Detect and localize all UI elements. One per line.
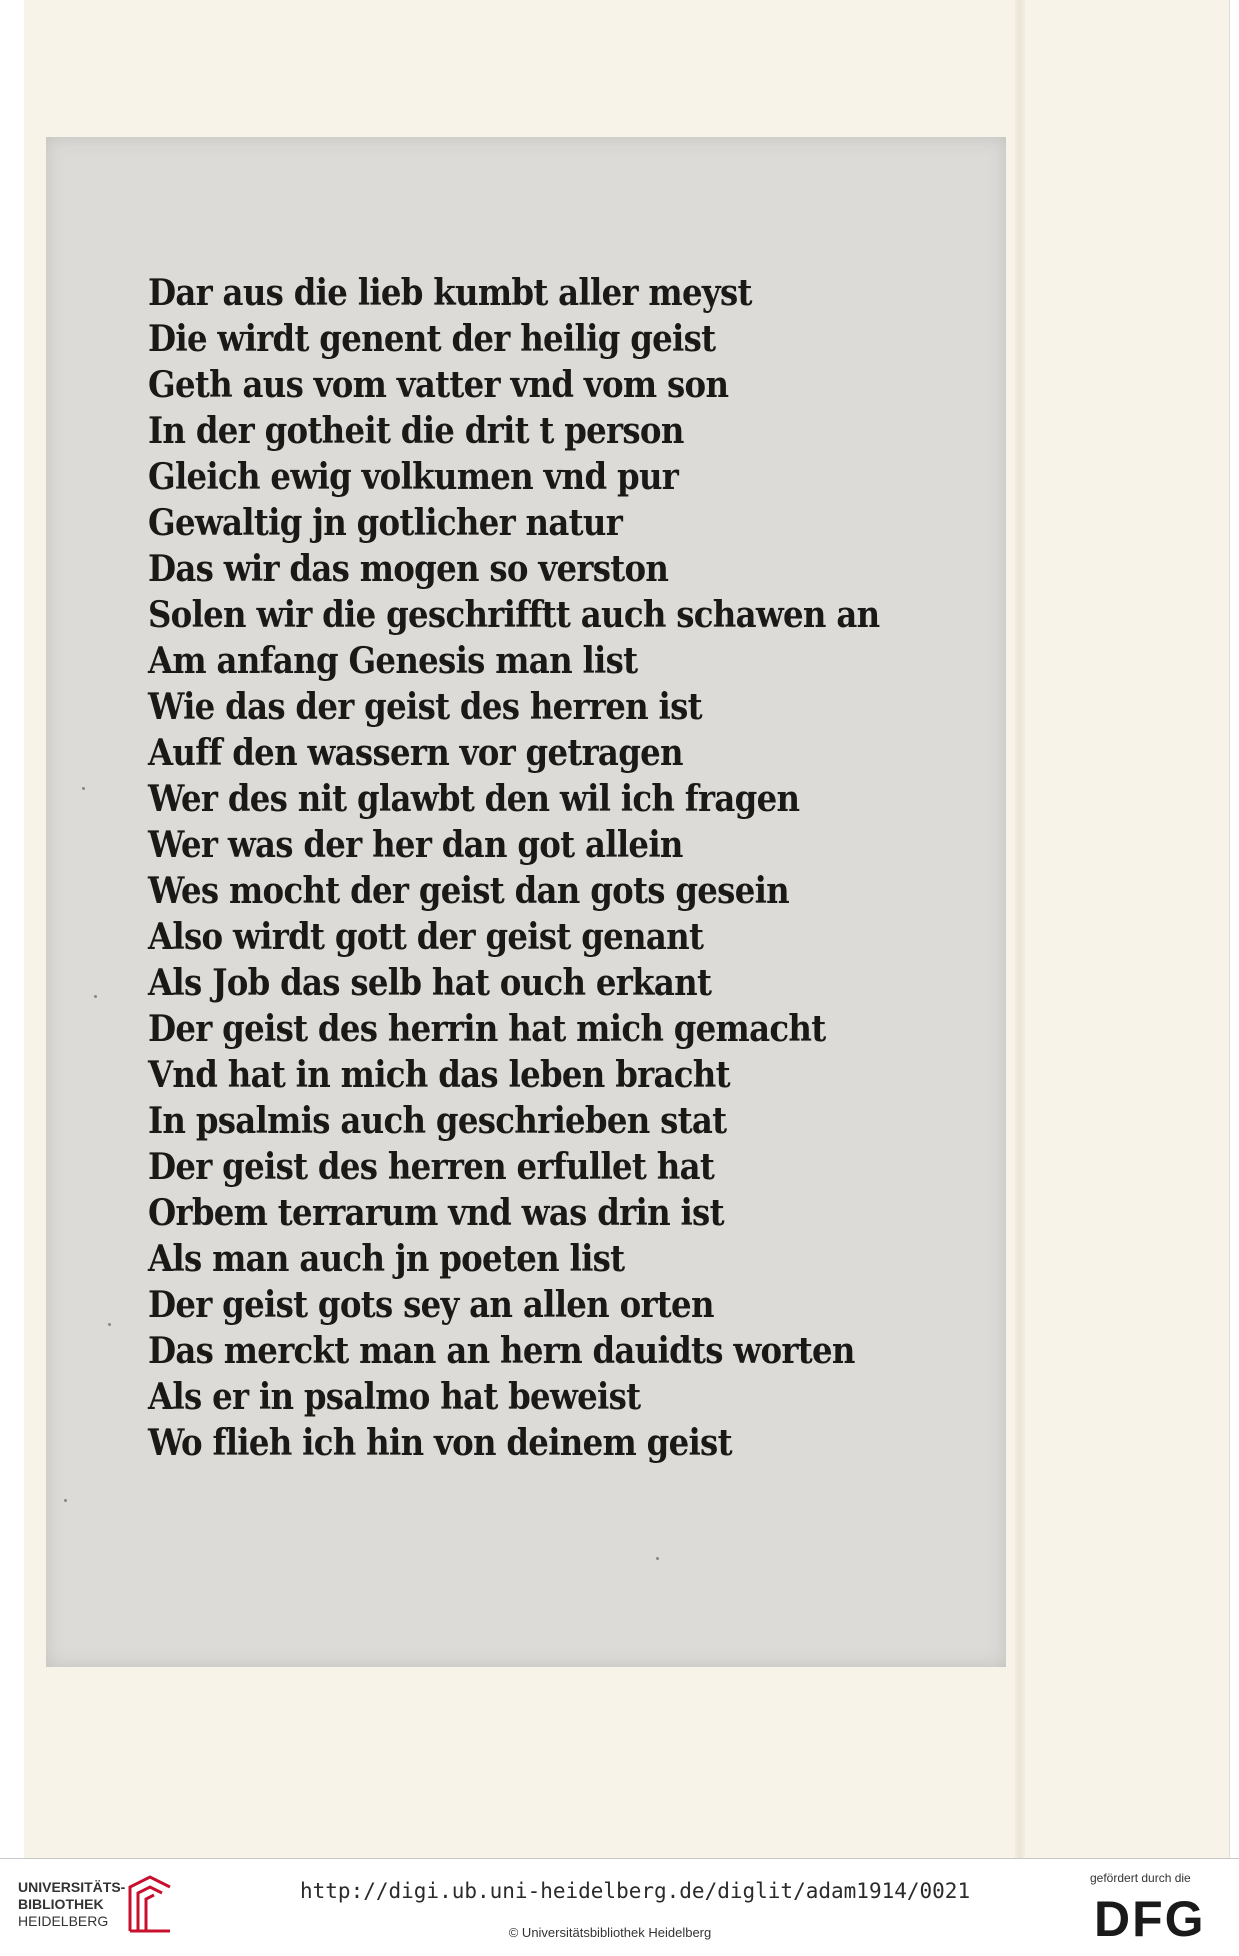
library-emblem-icon [124, 1873, 176, 1937]
dfg-logo: DFG [1094, 1891, 1206, 1947]
verse-line-25: Als er in psalmo hat beweist [148, 1376, 641, 1418]
copyright-notice: © Universitätsbibliothek Heidelberg [508, 1925, 712, 1940]
verse-line-13: Wer was der her dan got allein [148, 824, 683, 866]
library-name-line-3: HEIDELBERG [18, 1913, 109, 1929]
library-name-line-1: UNIVERSITÄTS- [18, 1879, 126, 1895]
verse-line-23: Der geist gots sey an allen orten [148, 1284, 714, 1326]
verse-line-10: Wie das der geist des herren ist [148, 686, 702, 728]
funding-label: gefördert durch die [1090, 1871, 1191, 1885]
verse-line-22: Als man auch jn poeten list [148, 1238, 625, 1280]
verse-line-17: Der geist des herrin hat mich gemacht [148, 1008, 826, 1050]
verse-line-12: Wer des nit glawbt den wil ich fragen [148, 778, 800, 820]
verse-line-8: Solen wir die geschrifftt auch schawen an [148, 594, 880, 636]
library-name [18, 1879, 125, 1930]
verse-block [148, 270, 908, 1466]
verse-line-1: Dar aus die lieb kumbt aller meyst [148, 272, 752, 314]
funding-badge[interactable] [1090, 1871, 1230, 1951]
footer-bar [0, 1858, 1239, 1956]
ink-speck [656, 1557, 659, 1560]
verse-line-2: Die wirdt genent der heilig geist [148, 318, 716, 360]
verse-line-26: Wo flieh ich hin von deinem geist [148, 1422, 732, 1464]
verse-line-20: Der geist des herren erfullet hat [148, 1146, 715, 1188]
verse-line-5: Gleich ewig volkumen vnd pur [148, 456, 679, 498]
verse-line-24: Das merckt man an hern dauidts worten [148, 1330, 855, 1372]
verse-line-4: In der gotheit die drit t person [148, 410, 684, 452]
ink-speck [82, 787, 85, 790]
library-name-line-2: BIBLIOTHEK [18, 1896, 104, 1912]
verse-line-19: In psalmis auch geschrieben stat [148, 1100, 727, 1142]
verse-line-7: Das wir das mogen so verston [148, 548, 669, 590]
verse-line-6: Gewaltig jn gotlicher natur [148, 502, 623, 544]
ink-speck [64, 1499, 67, 1502]
ink-speck [94, 995, 97, 998]
verse-line-3: Geth aus vom vatter vnd vom son [148, 364, 729, 406]
verse-line-11: Auff den wassern vor getragen [148, 732, 683, 774]
verse-line-21: Orbem terrarum vnd was drin ist [148, 1192, 724, 1234]
library-logo[interactable] [18, 1873, 218, 1943]
verse-line-9: Am anfang Genesis man list [148, 640, 638, 682]
verse-line-16: Als Job das selb hat ouch erkant [148, 962, 712, 1004]
gutter-shadow [1015, 0, 1025, 1858]
permalink-link[interactable]: http://digi.ub.uni-heidelberg.de/diglit/adam1914/0021 [300, 1879, 971, 1903]
verse-line-14: Wes mocht der geist dan gots gesein [148, 870, 790, 912]
verse-line-18: Vnd hat in mich das leben bracht [148, 1054, 730, 1096]
ink-speck [108, 1323, 111, 1326]
verse-line-15: Also wirdt gott der geist genant [148, 916, 704, 958]
